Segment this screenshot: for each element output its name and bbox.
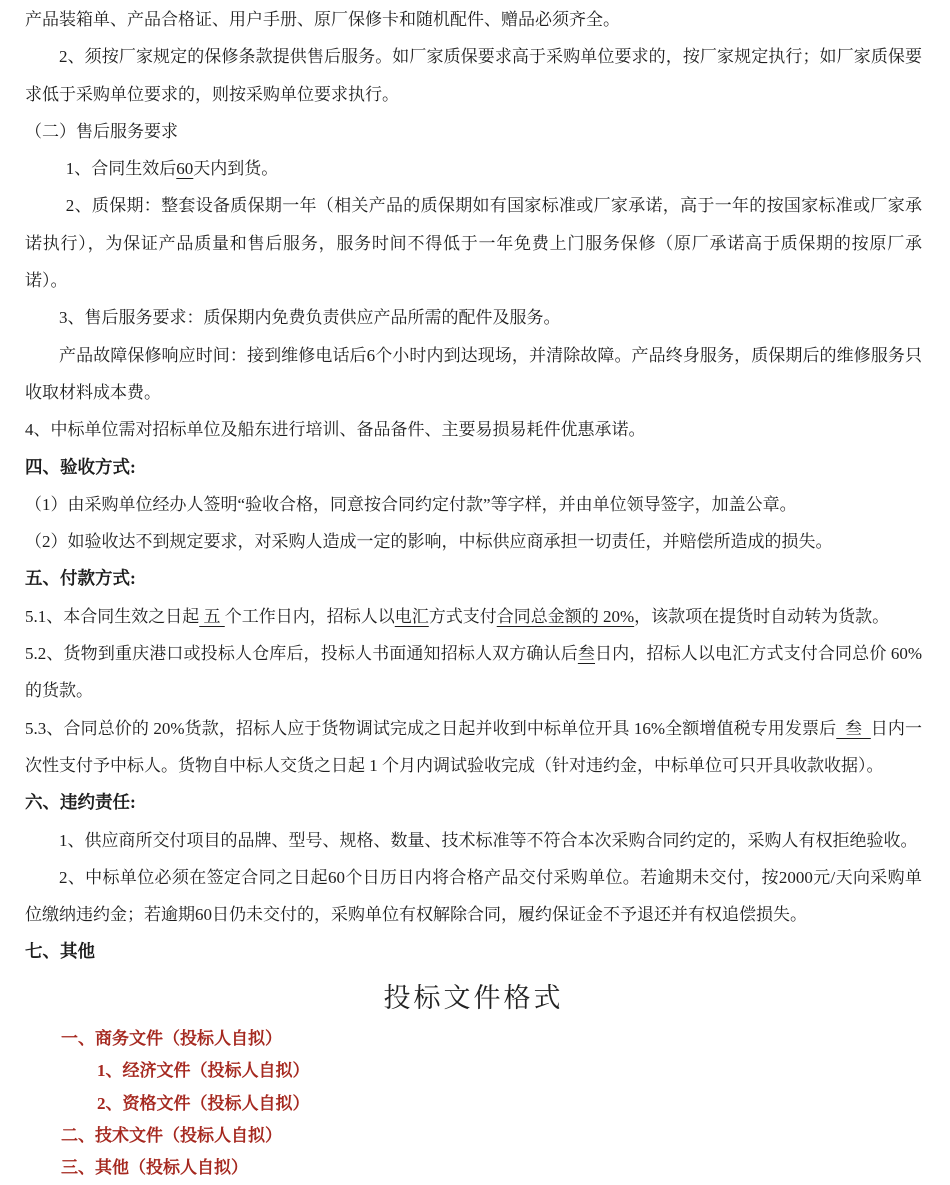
text-run: ，该款项在提货时自动转为货款。 bbox=[634, 606, 890, 626]
paragraph bbox=[25, 38, 922, 113]
bid-document-format-list bbox=[25, 1023, 922, 1185]
paragraph bbox=[25, 337, 922, 412]
text-run: 5.2、货物到重庆港口或投标人仓库后，投标人书面通知招标人双方确认后 bbox=[25, 644, 578, 664]
text-run: （2）如验收达不到规定要求，对采购人造成一定的影响，中标供应商承担一切责任，并赔偿所造成的损失。 bbox=[25, 532, 833, 552]
section-heading bbox=[25, 933, 922, 970]
section-heading bbox=[25, 560, 922, 597]
paragraph bbox=[25, 150, 922, 187]
text-run: 5.1、本合同生效之日起 bbox=[25, 606, 200, 626]
underlined-text: 合同总金额的 20% bbox=[496, 606, 635, 626]
section-heading bbox=[25, 784, 922, 821]
paragraph bbox=[25, 299, 922, 336]
text-run: 4、中标单位需对招标单位及船东进行培训、备品备件、主要易损易耗件优惠承诺。 bbox=[25, 420, 646, 440]
paragraph bbox=[25, 598, 922, 635]
document-title: 投标文件格式 bbox=[383, 982, 564, 1013]
paragraph bbox=[25, 822, 922, 859]
paragraph bbox=[25, 635, 922, 710]
text-run: 1、合同生效后 bbox=[65, 159, 177, 179]
text-run: 七、其他 bbox=[25, 941, 95, 962]
paragraph bbox=[25, 486, 922, 523]
format-list-item: 三、其他（投标人自拟） bbox=[61, 1158, 248, 1178]
text-run: 日内一次性支付予中标人。货物自中标人交货之日起 1 个月内调试验收完成（针对违约金，中标单位可只开具收款收据）。 bbox=[25, 718, 923, 775]
paragraph bbox=[25, 1, 922, 38]
underlined-text: 五 bbox=[199, 606, 225, 626]
text-run: 个工作日内，招标人以 bbox=[224, 606, 395, 626]
paragraph bbox=[25, 411, 922, 448]
text-run: 2、质保期：整套设备质保期一年（相关产品的质保期如有国家标准或厂家承诺，高于一年的按国家标准或厂家承诺执行），为保证产品质量和售后服务，服务时间不得低于一年免费上门服务保修（原厂承诺高于质保期的按原厂承诺）。 bbox=[25, 196, 922, 291]
text-run: （1）由采购单位经办人签明“验收合格，同意按合同约定付款”等字样，并由单位领导签字，加盖公章。 bbox=[25, 494, 797, 514]
format-list-item: 1、经济文件（投标人自拟） bbox=[97, 1061, 310, 1081]
text-run: 2、须按厂家规定的保修条款提供售后服务。如厂家质保要求高于采购单位要求的，按厂家规定执行；如厂家质保要求低于采购单位要求的，则按采购单位要求执行。 bbox=[25, 47, 922, 104]
underlined-text: 叁 bbox=[836, 718, 871, 738]
text-run: 3、售后服务要求：质保期内免费负责供应产品所需的配件及服务。 bbox=[59, 308, 561, 328]
text-run: 1、供应商所交付项目的品牌、型号、规格、数量、技术标准等不符合本次采购合同约定的，采购人有权拒绝验收。 bbox=[59, 830, 918, 850]
text-run: 5.3、合同总价的 20%货款，招标人应于货物调试完成之日起并收到中标单位开具 16%全额增值税专用发票后 bbox=[25, 718, 837, 738]
format-list-item: 二、技术文件（投标人自拟） bbox=[61, 1125, 282, 1145]
paragraph bbox=[25, 710, 922, 785]
text-run: 四、验收方式: bbox=[25, 456, 136, 477]
text-run: 五、付款方式: bbox=[25, 568, 136, 589]
paragraph bbox=[25, 523, 922, 560]
contract-terms-section bbox=[25, 1, 922, 971]
underlined-text: 电汇 bbox=[394, 606, 429, 626]
underlined-text: 60 bbox=[176, 159, 194, 179]
text-run: 方式支付 bbox=[428, 606, 497, 626]
text-run: 2、中标单位必须在签定合同之日起60个日历日内将合格产品交付采购单位。若逾期未交付，按2000元/天向采购单位缴纳违约金；若逾期60日仍未交付的，采购单位有权解除合同，履约保证金不予退还并有权追偿损失。 bbox=[25, 867, 922, 925]
format-list-item: 一、商务文件（投标人自拟） bbox=[61, 1028, 282, 1048]
paragraph bbox=[25, 113, 922, 150]
paragraph bbox=[25, 187, 922, 299]
text-run: 产品装箱单、产品合格证、用户手册、原厂保修卡和随机配件、赠品必须齐全。 bbox=[25, 10, 620, 29]
text-run: 日内，招标人以电汇方式支付合同总价 60%的货款。 bbox=[25, 644, 923, 701]
format-list-item: 2、资格文件（投标人自拟） bbox=[97, 1093, 310, 1113]
text-run: 六、违约责任: bbox=[25, 792, 136, 813]
text-run: （二）售后服务要求 bbox=[25, 121, 178, 141]
text-run: 天内到货。 bbox=[193, 159, 279, 179]
underlined-text: 叁 bbox=[577, 644, 596, 664]
paragraph bbox=[25, 859, 922, 934]
section-heading bbox=[25, 449, 922, 486]
text-run: 产品故障保修响应时间：接到维修电话后6个小时内到达现场，并清除故障。产品终身服务，质保期后的维修服务只收取材料成本费。 bbox=[25, 345, 922, 402]
